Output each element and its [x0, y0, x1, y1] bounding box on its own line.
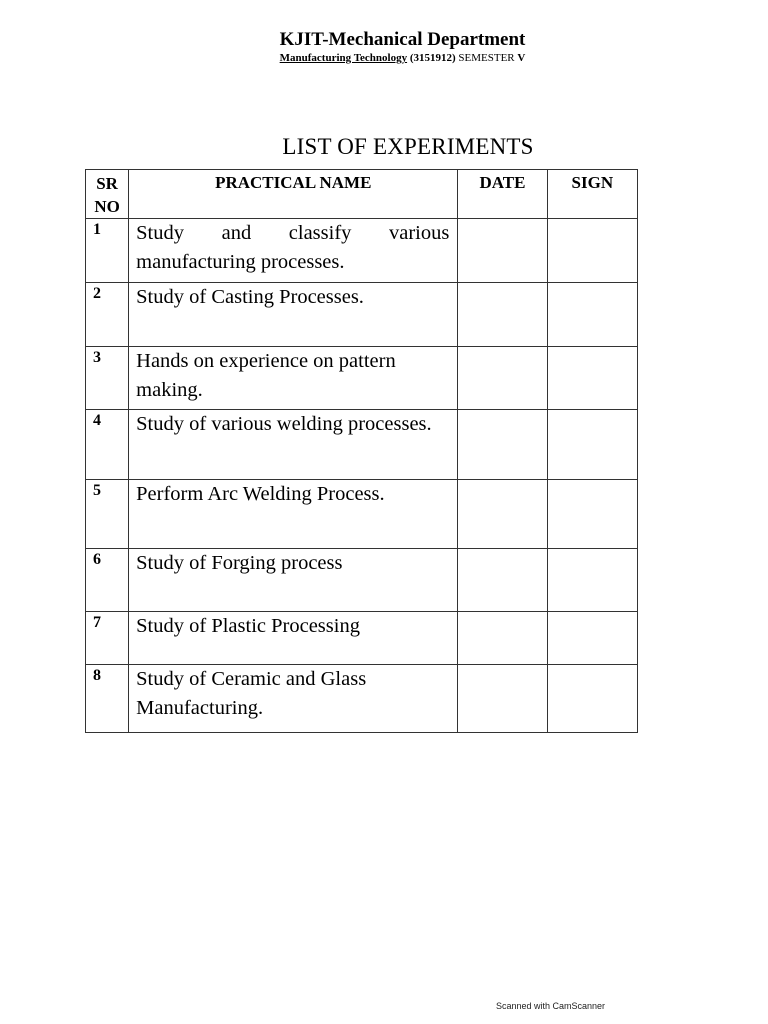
row-sign-cell[interactable] — [547, 219, 637, 283]
table-header-row — [86, 170, 638, 219]
date-header: DATE — [458, 170, 547, 219]
semester-number: V — [517, 52, 526, 64]
scanner-watermark: Scanned with CamScanner — [496, 1001, 606, 1011]
row-practical-name: Study of Casting Processes. — [129, 283, 458, 347]
row-practical-name: Study of Plastic Processing — [129, 612, 458, 665]
row-practical-name: Hands on experience on pattern making. — [129, 347, 458, 410]
row-practical-name: Study of Ceramic and Glass Manufacturing. — [129, 665, 458, 733]
row-date-cell[interactable] — [458, 219, 547, 283]
row-sign-cell[interactable] — [547, 480, 637, 549]
row-date-cell[interactable] — [458, 480, 547, 549]
row-sr: 7 — [86, 612, 129, 665]
row-practical-name: Study of Forging process — [129, 549, 458, 612]
row-sr: 6 — [86, 549, 129, 612]
course-code: (3151912) — [409, 52, 456, 64]
semester-label: SEMESTER — [458, 52, 515, 64]
course-line — [0, 52, 768, 64]
row-sign-cell[interactable] — [547, 549, 637, 612]
row-sr: 4 — [86, 410, 129, 480]
row-sign-cell[interactable] — [547, 665, 637, 733]
row-sign-cell[interactable] — [547, 410, 637, 480]
row-date-cell[interactable] — [458, 665, 547, 733]
sr-no-header — [86, 170, 129, 219]
sign-header: SIGN — [547, 170, 637, 219]
sr-header-line2: NO — [94, 197, 120, 216]
course-name: Manufacturing Technology — [279, 52, 408, 64]
row-date-cell[interactable] — [458, 410, 547, 480]
row-date-cell[interactable] — [458, 612, 547, 665]
table-row — [86, 612, 638, 665]
practical-name-header: PRACTICAL NAME — [129, 170, 458, 219]
table-row — [86, 549, 638, 612]
sr-header-line1: SR — [96, 174, 118, 193]
table-row — [86, 283, 638, 347]
row-sign-cell[interactable] — [547, 347, 637, 410]
department-title: KJIT-Mechanical Department — [279, 29, 526, 50]
list-title: LIST OF EXPERIMENTS — [282, 134, 534, 159]
row-date-cell[interactable] — [458, 283, 547, 347]
row-practical-name: Study of various welding processes. — [129, 410, 458, 480]
row-sr: 5 — [86, 480, 129, 549]
row-sr: 8 — [86, 665, 129, 733]
table-row — [86, 219, 638, 283]
row-practical-name: Perform Arc Welding Process. — [129, 480, 458, 549]
table-row — [86, 665, 638, 733]
row-sr: 1 — [86, 219, 129, 283]
row-date-cell[interactable] — [458, 347, 547, 410]
table-row — [86, 480, 638, 549]
experiments-table — [85, 169, 638, 733]
row-sr: 3 — [86, 347, 129, 410]
row-date-cell[interactable] — [458, 549, 547, 612]
table-row — [86, 410, 638, 480]
row-sign-cell[interactable] — [547, 612, 637, 665]
row-practical-name: Study and classify various manufacturing processes. — [129, 219, 458, 283]
table-row — [86, 347, 638, 410]
row-sr: 2 — [86, 283, 129, 347]
row-sign-cell[interactable] — [547, 283, 637, 347]
